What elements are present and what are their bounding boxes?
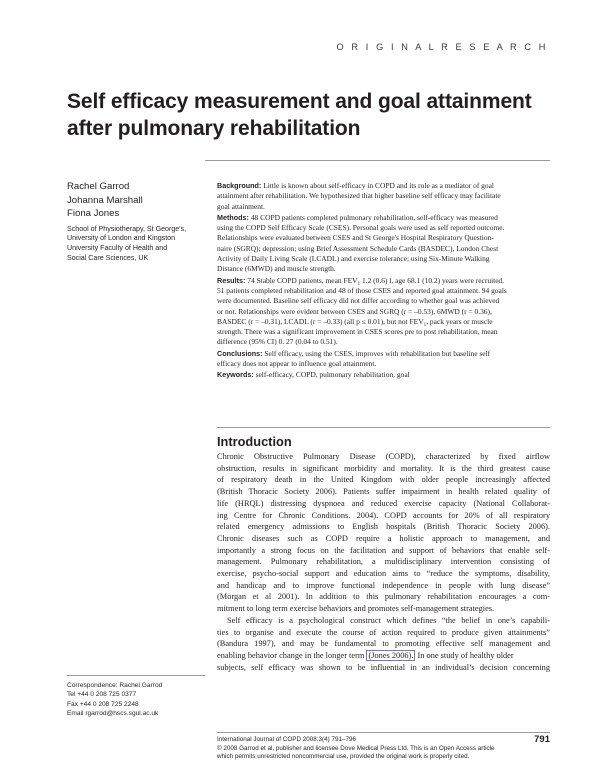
abstract-line: attainment after rehabilitation. We hypothesized that higher baseline self efficacy may facilitate	[217, 191, 501, 201]
abstract-line: 48 COPD patients completed pulmonary rehabilitation, self-efficacy was measured	[248, 212, 498, 222]
abstract-line: 74 Stable COPD patients, mean FEV	[245, 275, 358, 285]
results-label: Results:	[217, 275, 246, 285]
author-name: Johanna Marshall	[67, 194, 143, 206]
correspondence-line: Fax +44 0 208 725 2248	[67, 700, 139, 708]
text-line: exercise, psycho-social support and education aims to “reduce the symptoms, disability,	[217, 569, 550, 579]
keywords-label: Keywords:	[217, 370, 254, 380]
text-line: ties to organise and execute the course of action required to produce given attainments”	[217, 627, 550, 637]
affiliation-line: University of London and Kingston	[67, 234, 176, 243]
footer	[217, 736, 550, 762]
text-line: enabling behavior change in the longer term	[217, 650, 367, 660]
footer-divider	[217, 732, 550, 733]
abstract-line: , pack years or muscle	[426, 316, 493, 326]
text-line: Self efficacy is a psychological construct which defines “the belief in one’s capabili-	[227, 615, 550, 625]
background-label: Background:	[217, 181, 262, 190]
copyright-line: © 2008 Garrod et al, publisher and licensee Dove Medical Press Ltd. This is an Open Access article	[217, 744, 495, 752]
correspondence-block	[67, 675, 207, 718]
methods-label: Methods:	[217, 212, 249, 222]
abstract-line: Little is known about self-efficacy in COPD and its role as a mediator of goal	[261, 181, 494, 190]
abstract-line: BASDEC (r = –0.31), LCADL (r = –0.33) (all p ≤ 0.01), but not FEV	[217, 316, 424, 326]
text-line: (Morgan et al 2001). In addition to this pulmonary rehabilitation encourages a com-	[217, 592, 550, 602]
author-name: Rachel Garrod	[67, 181, 130, 192]
intro-paragraph-2	[217, 615, 550, 674]
text-line: In one study of healthy older	[415, 650, 514, 660]
title-line-2: after pulmonary rehabilitation	[67, 117, 361, 140]
correspondence-line: Correspondence: Rachel Garrod	[67, 682, 163, 689]
journal-citation: International Journal of COPD 2008:3(4) 791–796	[217, 736, 356, 743]
author-name: Fiona Jones	[67, 208, 120, 219]
article-title	[67, 88, 547, 142]
copyright-line: which permits unrestricted noncommercial use, provided the original work is properly cited.	[217, 753, 470, 761]
text-line: related emergency admissions to English hospitals (British Thoracic Society 2006).	[217, 522, 550, 532]
abstract-line: 51 patients completed rehabilitation and 48 of those CSES and reported goal attainment. 94 goals	[217, 285, 507, 295]
text-line: of respiratory death in the United Kingdom with older people increasingly affected	[217, 475, 550, 485]
text-line: Chronic diseases such as COPD require a holistic approach to management, and	[217, 533, 550, 543]
abstract	[217, 181, 550, 381]
text-line: management. Pulmonary rehabilitation, a multidisciplinary intervention consisting of	[217, 557, 550, 567]
page-number: 791	[534, 734, 550, 745]
abstract-line: Distance (6MWD) and muscle strength.	[217, 264, 336, 274]
subscript: 1	[357, 280, 361, 287]
header-divider	[205, 160, 550, 161]
text-line: and handicap and to improve functional independence in people with lung disease”	[217, 580, 550, 590]
abstract-background	[217, 181, 550, 212]
text-line: obstruction, results in significant morbidity and mortality. It is the third greatest cause	[217, 463, 550, 473]
abstract-line: Self efficacy, using the CSES, improves with rehabilitation but baseline self	[262, 348, 491, 358]
intro-paragraph-1	[217, 451, 550, 615]
introduction-heading: Introduction	[217, 434, 292, 449]
abstract-line: Relationships were evaluated between CSES and St George's Hospital Respiratory Question-	[217, 233, 494, 243]
abstract-line: efficacy does not appear to influence goal attainment.	[217, 359, 377, 369]
text-line: Chronic Obstructive Pulmonary Disease (COPD), characterized by fixed airflow	[217, 452, 550, 461]
abstract-line: difference (95% CI) 0. 27 (0.04 to 0.51).	[217, 337, 338, 347]
affiliation-line: University Faculty of Health and	[67, 244, 168, 253]
correspondence-line: Tel +44 0 208 725 0377	[67, 691, 137, 699]
abstract-line: or not. Relationships were evident between CSES and SGRQ (r = –0.53), 6MWD (r = 0.36),	[217, 306, 492, 316]
affiliation	[67, 225, 207, 264]
affiliation-line: Social Care Sciences, UK	[67, 253, 149, 262]
text-line: ing Centre for Chronic Conditions. 2004). COPD accounts for 20% of all respiratory	[217, 510, 550, 520]
text-line: importantly a strong focus on the facilitation and support of behaviors that enable self-	[217, 545, 550, 555]
text-line: life (HRQL) distressing dyspnoea and reduced exercise capacity (National Collaborat-	[217, 498, 550, 508]
body-text	[217, 451, 550, 673]
text-line: subjects, self efficacy was shown to be influential in an individual’s decision concerning	[217, 662, 550, 672]
abstract-line: were documented. Baseline self efficacy did not differ according to whether goal was achieved	[217, 296, 500, 306]
conclusions-label: Conclusions:	[217, 348, 263, 358]
section-label: O R I G I N A L R E S E A R C H	[336, 42, 548, 52]
correspondence-divider	[67, 675, 205, 676]
keywords-text: self-efficacy, COPD, pulmonary rehabilitation, goal	[253, 370, 410, 380]
author-block	[67, 180, 207, 264]
abstract-results	[217, 276, 550, 348]
abstract-line: Activity of Daily Living Scale (LCADL) and exercise tolerance; using Six-Minute Walking	[217, 254, 490, 264]
subscript: 1	[423, 321, 427, 328]
text-line: (Bandura 1997), and may be fundamental to promoting effective self management and	[217, 639, 550, 649]
abstract-line: strength. There was a significant improvement in CSES scores pre to post rehabilitation, mean	[217, 327, 498, 337]
title-line-1: Self efficacy measurement and goal attainment	[67, 90, 532, 113]
affiliation-line: School of Physiotherapy, St George's,	[67, 224, 187, 233]
correspondence-email[interactable]: Email rgarrod@hscs.sgul.ac.uk	[67, 709, 159, 717]
abstract-line: naire (SGRQ); depression; using Brief Assessment Schedule Cards (BASDEC), London Chest	[217, 243, 499, 253]
abstract-keywords	[217, 370, 550, 380]
abstract-conclusions	[217, 349, 550, 370]
citation-link[interactable]: (Jones 2006).	[368, 650, 414, 660]
abstract-methods	[217, 213, 550, 275]
text-line: mitment to long term exercise behaviors and promotes self-management strategies.	[217, 604, 495, 614]
abstract-line: using the COPD Self Efficacy Scale (CSES). Personal goals were used as self reported outcome.	[217, 223, 505, 233]
abstract-line: 1.2 (0.6) l, age 68.1 (10.2) years were recruited.	[360, 275, 505, 285]
abstract-line: goal attainment.	[217, 201, 265, 211]
text-line: (British Thoracic Society 2006). Patients suffer impairment in health related quality of	[217, 487, 550, 497]
abstract-divider	[217, 427, 550, 428]
